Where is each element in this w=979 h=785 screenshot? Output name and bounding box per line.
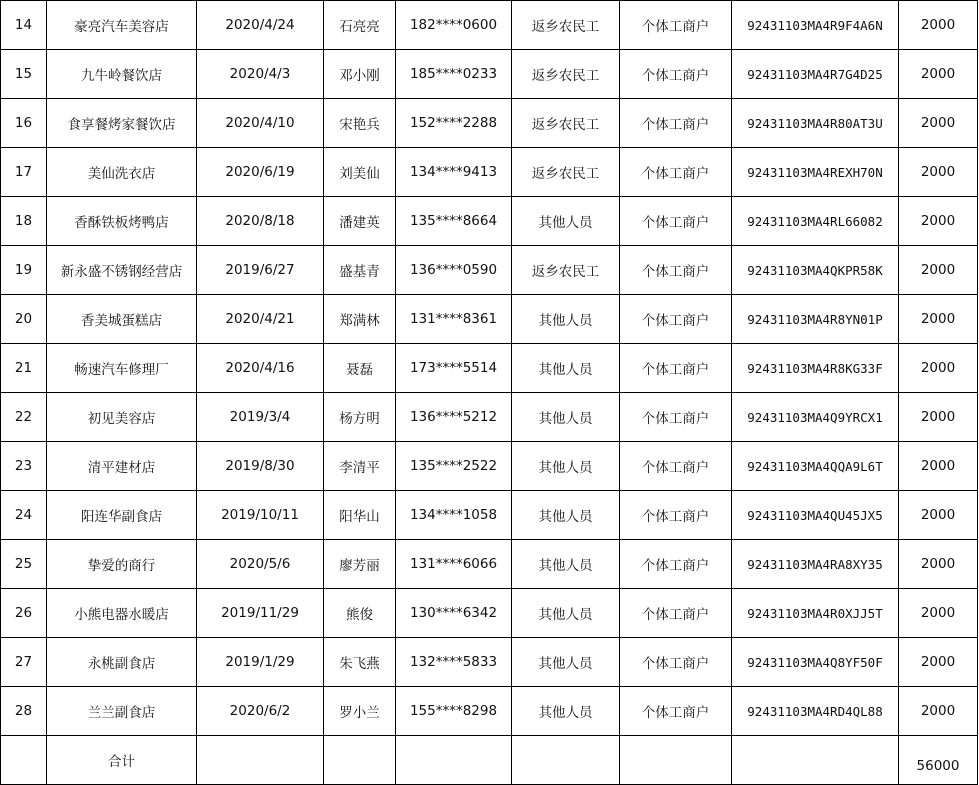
owner-name: 邓小刚 bbox=[324, 50, 396, 99]
subsidy-amount: 2000 bbox=[899, 442, 978, 491]
credit-code: 92431103MA4QQA9L6T bbox=[732, 442, 899, 491]
credit-code: 92431103MA4RD4QL88 bbox=[732, 687, 899, 736]
table-row bbox=[1, 295, 978, 344]
row-number: 28 bbox=[1, 687, 47, 736]
table-row bbox=[1, 1, 978, 50]
person-category: 返乡农民工 bbox=[512, 148, 620, 197]
credit-code: 92431103MA4R8KG33F bbox=[732, 344, 899, 393]
entity-type: 个体工商户 bbox=[620, 148, 732, 197]
row-number: 23 bbox=[1, 442, 47, 491]
subsidy-amount: 2000 bbox=[899, 638, 978, 687]
credit-code: 92431103MA4Q8YF50F bbox=[732, 638, 899, 687]
registration-date: 2020/5/6 bbox=[197, 540, 324, 589]
credit-code: 92431103MA4REXH70N bbox=[732, 148, 899, 197]
person-category: 其他人员 bbox=[512, 295, 620, 344]
owner-name: 李清平 bbox=[324, 442, 396, 491]
owner-name: 廖芳丽 bbox=[324, 540, 396, 589]
business-name: 豪亮汽车美容店 bbox=[47, 1, 197, 50]
entity-type: 个体工商户 bbox=[620, 197, 732, 246]
total-phone-cell bbox=[396, 736, 512, 785]
person-category: 其他人员 bbox=[512, 491, 620, 540]
entity-type: 个体工商户 bbox=[620, 687, 732, 736]
registration-date: 2020/4/16 bbox=[197, 344, 324, 393]
table-row bbox=[1, 197, 978, 246]
phone-number: 152****2288 bbox=[396, 99, 512, 148]
subsidy-amount: 2000 bbox=[899, 295, 978, 344]
credit-code: 92431103MA4R8YN01P bbox=[732, 295, 899, 344]
person-category: 其他人员 bbox=[512, 540, 620, 589]
row-number: 22 bbox=[1, 393, 47, 442]
owner-name: 罗小兰 bbox=[324, 687, 396, 736]
registration-date: 2019/8/30 bbox=[197, 442, 324, 491]
business-name: 挚爱的商行 bbox=[47, 540, 197, 589]
business-name: 食享餐烤家餐饮店 bbox=[47, 99, 197, 148]
subsidy-amount: 2000 bbox=[899, 491, 978, 540]
business-name: 永桃副食店 bbox=[47, 638, 197, 687]
table-row bbox=[1, 687, 978, 736]
subsidy-amount: 2000 bbox=[899, 589, 978, 638]
phone-number: 131****6066 bbox=[396, 540, 512, 589]
table-row bbox=[1, 442, 978, 491]
owner-name: 潘建英 bbox=[324, 197, 396, 246]
business-name: 清平建材店 bbox=[47, 442, 197, 491]
entity-type: 个体工商户 bbox=[620, 393, 732, 442]
entity-type: 个体工商户 bbox=[620, 344, 732, 393]
registration-date: 2020/8/18 bbox=[197, 197, 324, 246]
row-number: 27 bbox=[1, 638, 47, 687]
owner-name: 郑满林 bbox=[324, 295, 396, 344]
credit-code: 92431103MA4R9F4A6N bbox=[732, 1, 899, 50]
registration-date: 2019/10/11 bbox=[197, 491, 324, 540]
total-date-cell bbox=[197, 736, 324, 785]
registration-date: 2020/4/3 bbox=[197, 50, 324, 99]
table-row bbox=[1, 50, 978, 99]
subsidy-amount: 2000 bbox=[899, 148, 978, 197]
subsidy-amount: 2000 bbox=[899, 393, 978, 442]
row-number: 25 bbox=[1, 540, 47, 589]
table-row bbox=[1, 99, 978, 148]
registration-date: 2020/4/24 bbox=[197, 1, 324, 50]
phone-number: 135****2522 bbox=[396, 442, 512, 491]
owner-name: 熊俊 bbox=[324, 589, 396, 638]
phone-number: 135****8664 bbox=[396, 197, 512, 246]
row-number: 20 bbox=[1, 295, 47, 344]
person-category: 返乡农民工 bbox=[512, 1, 620, 50]
business-name: 兰兰副食店 bbox=[47, 687, 197, 736]
total-row bbox=[1, 736, 978, 785]
registration-date: 2019/3/4 bbox=[197, 393, 324, 442]
phone-number: 130****6342 bbox=[396, 589, 512, 638]
entity-type: 个体工商户 bbox=[620, 295, 732, 344]
person-category: 其他人员 bbox=[512, 393, 620, 442]
phone-number: 173****5514 bbox=[396, 344, 512, 393]
person-category: 其他人员 bbox=[512, 589, 620, 638]
total-type-cell bbox=[620, 736, 732, 785]
entity-type: 个体工商户 bbox=[620, 540, 732, 589]
row-number: 17 bbox=[1, 148, 47, 197]
table-row bbox=[1, 589, 978, 638]
registration-date: 2020/6/19 bbox=[197, 148, 324, 197]
table-row bbox=[1, 393, 978, 442]
credit-code: 92431103MA4RL66082 bbox=[732, 197, 899, 246]
business-name: 香美城蛋糕店 bbox=[47, 295, 197, 344]
total-no-cell bbox=[1, 736, 47, 785]
registration-date: 2020/4/10 bbox=[197, 99, 324, 148]
business-name: 新永盛不锈钢经营店 bbox=[47, 246, 197, 295]
row-number: 18 bbox=[1, 197, 47, 246]
row-number: 24 bbox=[1, 491, 47, 540]
owner-name: 阳华山 bbox=[324, 491, 396, 540]
credit-code: 92431103MA4Q9YRCX1 bbox=[732, 393, 899, 442]
entity-type: 个体工商户 bbox=[620, 491, 732, 540]
credit-code: 92431103MA4RA8XY35 bbox=[732, 540, 899, 589]
total-person-cell bbox=[324, 736, 396, 785]
person-category: 返乡农民工 bbox=[512, 99, 620, 148]
entity-type: 个体工商户 bbox=[620, 246, 732, 295]
owner-name: 杨方明 bbox=[324, 393, 396, 442]
business-name: 畅速汽车修理厂 bbox=[47, 344, 197, 393]
entity-type: 个体工商户 bbox=[620, 50, 732, 99]
phone-number: 136****0590 bbox=[396, 246, 512, 295]
table-row bbox=[1, 344, 978, 393]
entity-type: 个体工商户 bbox=[620, 589, 732, 638]
phone-number: 134****9413 bbox=[396, 148, 512, 197]
credit-code: 92431103MA4R80AT3U bbox=[732, 99, 899, 148]
owner-name: 盛基青 bbox=[324, 246, 396, 295]
credit-code: 92431103MA4R7G4D25 bbox=[732, 50, 899, 99]
subsidy-amount: 2000 bbox=[899, 197, 978, 246]
business-name: 小熊电器水暖店 bbox=[47, 589, 197, 638]
entity-type: 个体工商户 bbox=[620, 442, 732, 491]
business-name: 美仙洗衣店 bbox=[47, 148, 197, 197]
row-number: 14 bbox=[1, 1, 47, 50]
person-category: 其他人员 bbox=[512, 344, 620, 393]
registration-date: 2019/6/27 bbox=[197, 246, 324, 295]
row-number: 26 bbox=[1, 589, 47, 638]
business-name: 九牛岭餐饮店 bbox=[47, 50, 197, 99]
credit-code: 92431103MA4R0XJJ5T bbox=[732, 589, 899, 638]
registration-date: 2019/11/29 bbox=[197, 589, 324, 638]
subsidy-amount: 2000 bbox=[899, 344, 978, 393]
row-number: 19 bbox=[1, 246, 47, 295]
person-category: 其他人员 bbox=[512, 638, 620, 687]
subsidy-amount: 2000 bbox=[899, 1, 978, 50]
row-number: 21 bbox=[1, 344, 47, 393]
total-amount: 56000 bbox=[899, 736, 978, 785]
table-row bbox=[1, 148, 978, 197]
table-row bbox=[1, 246, 978, 295]
total-category-cell bbox=[512, 736, 620, 785]
subsidy-amount: 2000 bbox=[899, 99, 978, 148]
owner-name: 石亮亮 bbox=[324, 1, 396, 50]
phone-number: 136****5212 bbox=[396, 393, 512, 442]
business-name: 阳连华副食店 bbox=[47, 491, 197, 540]
table-row bbox=[1, 540, 978, 589]
total-code-cell bbox=[732, 736, 899, 785]
person-category: 返乡农民工 bbox=[512, 246, 620, 295]
business-name: 香酥铁板烤鸭店 bbox=[47, 197, 197, 246]
person-category: 其他人员 bbox=[512, 197, 620, 246]
row-number: 16 bbox=[1, 99, 47, 148]
phone-number: 134****1058 bbox=[396, 491, 512, 540]
row-number: 15 bbox=[1, 50, 47, 99]
table-row bbox=[1, 491, 978, 540]
subsidy-amount: 2000 bbox=[899, 246, 978, 295]
entity-type: 个体工商户 bbox=[620, 99, 732, 148]
registration-date: 2020/4/21 bbox=[197, 295, 324, 344]
credit-code: 92431103MA4QKPR58K bbox=[732, 246, 899, 295]
owner-name: 宋艳兵 bbox=[324, 99, 396, 148]
phone-number: 155****8298 bbox=[396, 687, 512, 736]
owner-name: 聂磊 bbox=[324, 344, 396, 393]
entity-type: 个体工商户 bbox=[620, 638, 732, 687]
person-category: 其他人员 bbox=[512, 687, 620, 736]
business-name: 初见美容店 bbox=[47, 393, 197, 442]
table-row bbox=[1, 638, 978, 687]
subsidy-amount: 2000 bbox=[899, 687, 978, 736]
phone-number: 131****8361 bbox=[396, 295, 512, 344]
subsidy-amount: 2000 bbox=[899, 540, 978, 589]
table-body bbox=[1, 1, 978, 736]
total-label: 合计 bbox=[47, 736, 197, 785]
person-category: 返乡农民工 bbox=[512, 50, 620, 99]
phone-number: 132****5833 bbox=[396, 638, 512, 687]
subsidy-amount: 2000 bbox=[899, 50, 978, 99]
owner-name: 刘美仙 bbox=[324, 148, 396, 197]
registration-date: 2020/6/2 bbox=[197, 687, 324, 736]
phone-number: 185****0233 bbox=[396, 50, 512, 99]
owner-name: 朱飞燕 bbox=[324, 638, 396, 687]
registration-date: 2019/1/29 bbox=[197, 638, 324, 687]
person-category: 其他人员 bbox=[512, 442, 620, 491]
phone-number: 182****0600 bbox=[396, 1, 512, 50]
credit-code: 92431103MA4QU45JX5 bbox=[732, 491, 899, 540]
entity-type: 个体工商户 bbox=[620, 1, 732, 50]
